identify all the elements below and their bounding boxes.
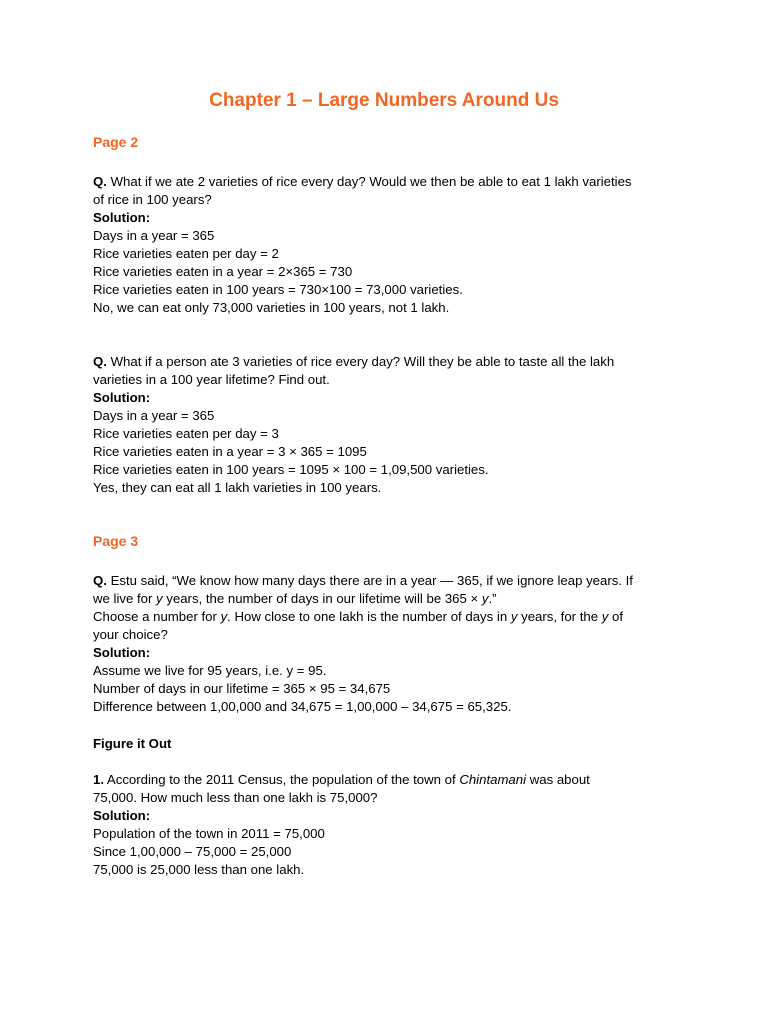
solution-label: Solution: (93, 390, 151, 405)
question-block-4 (93, 771, 703, 879)
question-text: What if we ate 2 varieties of rice every day? Would we then be able to eat 1 lakh varieties (106, 174, 632, 189)
question-label: Q. (93, 354, 107, 369)
solution-label: Solution: (93, 210, 151, 225)
question-text: .” (488, 591, 497, 606)
question-text: was about (526, 772, 590, 787)
document-body (93, 132, 703, 879)
question-text: 75,000. How much less than one lakh is 75,000? (93, 790, 378, 805)
town-name: Chintamani (459, 772, 527, 787)
solution-line: Since 1,00,000 – 75,000 = 25,000 (93, 844, 292, 859)
solution-line: Yes, they can eat all 1 lakh varieties in 100 years. (93, 480, 382, 495)
question-text: of rice in 100 years? (93, 192, 212, 207)
solution-line: Assume we live for 95 years, i.e. y = 95. (93, 663, 327, 678)
question-block-3 (93, 572, 703, 716)
solution-line: Population of the town in 2011 = 75,000 (93, 826, 325, 841)
question-text: According to the 2011 Census, the population of the town of (104, 772, 460, 787)
variable-y: y (481, 591, 489, 606)
question-text: Estu said, “We know how many days there are in a year — 365, if we ignore leap years. If (106, 573, 633, 588)
solution-line: Days in a year = 365 (93, 228, 215, 243)
page-3-heading: Page 3 (93, 533, 139, 549)
solution-line: Days in a year = 365 (93, 408, 215, 423)
solution-label: Solution: (93, 808, 151, 823)
question-text: varieties in a 100 year lifetime? Find out. (93, 372, 330, 387)
chapter-title: Chapter 1 – Large Numbers Around Us (209, 90, 559, 111)
solution-line: Rice varieties eaten in 100 years = 1095 × 100 = 1,09,500 varieties. (93, 462, 489, 477)
figure-it-out-heading: Figure it Out (93, 736, 172, 751)
solution-line: Number of days in our lifetime = 365 × 95 = 34,675 (93, 681, 391, 696)
variable-y: y (156, 591, 163, 606)
solution-line: No, we can eat only 73,000 varieties in 100 years, not 1 lakh. (93, 300, 450, 315)
question-text: years, the number of days in our lifetime will be 365 × (162, 591, 482, 606)
question-text: . How close to one lakh is the number of days in (227, 609, 511, 624)
solution-label: Solution: (93, 645, 151, 660)
solution-line: Difference between 1,00,000 and 34,675 = 1,00,000 – 34,675 = 65,325. (93, 699, 512, 714)
question-text: of (608, 609, 623, 624)
question-block-1 (93, 173, 703, 317)
question-label: Q. (93, 573, 107, 588)
question-text: years, for the (517, 609, 602, 624)
solution-line: Rice varieties eaten in 100 years = 730×100 = 73,000 varieties. (93, 282, 463, 297)
question-text: we live for (93, 591, 157, 606)
solution-line: Rice varieties eaten in a year = 3 × 365 = 1095 (93, 444, 367, 459)
question-text: What if a person ate 3 varieties of rice every day? Will they be able to taste all the lakh (106, 354, 615, 369)
question-text: Choose a number for (93, 609, 221, 624)
page-2-heading: Page 2 (93, 134, 139, 150)
question-label: Q. (93, 174, 107, 189)
solution-line: Rice varieties eaten per day = 2 (93, 246, 279, 261)
variable-y: y (220, 609, 228, 624)
variable-y: y (510, 609, 518, 624)
solution-line: Rice varieties eaten in a year = 2×365 = 730 (93, 264, 353, 279)
question-text: your choice? (93, 627, 168, 642)
variable-y: y (601, 609, 609, 624)
solution-line: 75,000 is 25,000 less than one lakh. (93, 862, 305, 877)
question-number: 1. (93, 772, 104, 787)
solution-line: Rice varieties eaten per day = 3 (93, 426, 279, 441)
question-block-2 (93, 353, 703, 497)
